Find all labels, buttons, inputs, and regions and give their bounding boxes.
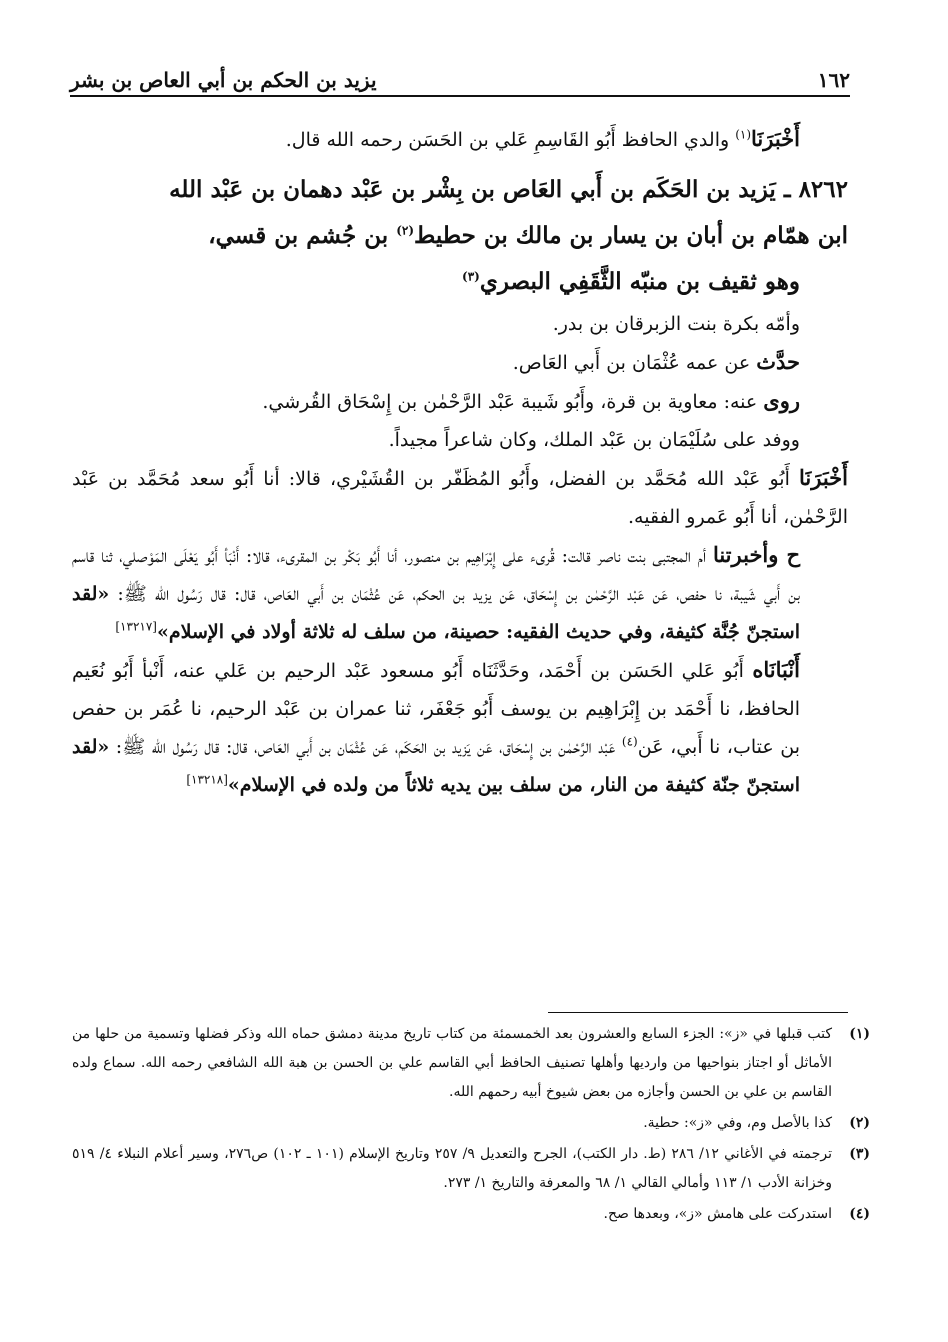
footnote-text: ترجمته في الأغاني ١٢/ ٢٨٦ (ط. دار الكتب)، الجرح والتعديل ٩/ ٢٥٧ وتاريخ الإسلام (١٠١ ـ ١٠٢) ص٢٧٦، وسير أعلام النبلاء ٤/ ٥١٩ وخزانة الأدب ١/ ١١٣ وأمالي القالي ١/ ٦٨ والمعرفة والتاريخ ١/ ٢٧٣. (72, 1146, 833, 1191)
hadith-number: [١٣٢١٧] (115, 619, 157, 634)
footnote-number: (١) (849, 1026, 870, 1042)
footnote-ref: (٤) (621, 734, 638, 749)
footnote (72, 1109, 870, 1138)
entry-line-1: ٨٢٦٢ ـ يَزيد بن الحَكَم بن أَبي العَاص بن بِشْر بن عَبْد دهمان بن عَبْد الله (169, 176, 848, 203)
keyword: أَخْبَرَنَا (799, 465, 848, 490)
footnote-text: استدركت على هامش «ز»، وبعدها صح. (603, 1206, 832, 1222)
entry-line-2 (72, 213, 848, 259)
page-number: ١٦٢ (817, 68, 850, 92)
hadith-text: «لقد استجنّ جنّة كثيفة من النار، من سلف بين يديه ثلاثاً من ولده في الإسلام» (72, 736, 800, 796)
footnote (72, 1200, 870, 1229)
footnote-number: (٢) (849, 1115, 870, 1131)
paragraph-text: أَبُو عَلي الحَسَن بن أَحْمَد، وحَدَّثَنَاه أَبُو مسعود عَبْد الرحيم بن عَلي عنه، أَنْبأ أَبُو نُعَيم الحافظ، نا أَحْمَد بن إِبْرَاهِيم بن يوسف أَبُو جَعْفَر، ثنا عمران بن عَبْد الرحيم، نا عُمَر بن حفص بن عتاب، نا أَبي، عَن (72, 660, 800, 758)
biography-entry-heading (72, 167, 848, 305)
footnotes (72, 1020, 870, 1231)
keyword: أَنْبَانَاه (752, 657, 800, 682)
paragraph-text-cont: عَبْد الرَّحْمٰن بن إِسْحَاق، عَن يَزيد بن الحَكَم، عَن عُثْمَان بن أَبي العَاص، قال: قال رَسُول الله ﷺ: (109, 736, 622, 758)
footnote-text: كذا بالأصل وم، وفي «ز»: حطية. (643, 1115, 832, 1131)
footnote-text: كتب قبلها في «ز»: الجزء السابع والعشرون بعد الخمسمئة من كتاب تاريخ مدينة دمشق حماه الله وذكر فضلها وتسمية من حلها من الأماثل أو اجتاز بنواحيها من وارديها وأهلها تصنيف الحافظ أبي القاسم علي بن الحسن بن هبة الله الشافعي رحمه الله. سماع ولده القاسم بن علي بن الحسن وأجازه من بعض شيوخ أبيه رحمهم الله. (72, 1026, 832, 1100)
paragraph-text: أم المجتبى بنت ناصر قالت: قُرىء على إِبْرَاهِيم بن منصور، أنا أَبُو بَكْر بن المقرىء، قالا: أَنْبَأ أَبُو يَعْلَى المَوْصلي، ثنا قاسم بن أَبي شَيبة، نا حفص، عَن عَبْد الرَّحْمٰن بن إِسْحَاق، عَن يزيد بن الحكم، عَن عُثْمَان بن أَبي العَاص، قال: قال رَسُول الله ﷺ: (72, 545, 800, 605)
page-header (70, 52, 850, 92)
paragraph-text: عنه: معاوية بن قرة، وأَبُو شَيبة عَبْد الرَّحْمٰن بن إِسْحَاق القُرشي. (262, 391, 764, 413)
paragraph-3 (72, 343, 848, 382)
paragraph-text: عن عمه عُثْمَان بن أَبي العَاص. (512, 352, 757, 374)
footnote-divider (548, 1012, 848, 1013)
entry-line-3-text: وهو ثقيف بن منبّه الثَّقَفِي البصري (479, 268, 800, 295)
footnote-number: (٤) (849, 1206, 870, 1222)
paragraph-4 (72, 382, 848, 421)
paragraph-7 (72, 536, 848, 651)
entry-line-3 (72, 259, 848, 305)
hadith-number: [١٣٢١٨] (186, 772, 228, 787)
paragraph-text: والدي الحافظ أَبُو القَاسِمِ عَلي بن الحَسَن رحمه الله قال. (285, 129, 736, 151)
keyword: ح وأخبرتنا (712, 542, 801, 567)
keyword: روى (763, 388, 800, 413)
footnote-ref: (٣) (462, 269, 480, 284)
paragraph-8 (72, 651, 848, 804)
main-text (72, 120, 848, 804)
footnote (72, 1020, 870, 1107)
paragraph-2: وأمّه بكرة بنت الزبرقان بن بدر. (552, 313, 800, 335)
header-divider (70, 95, 850, 97)
keyword: حدَّث (756, 349, 800, 374)
footnote-ref: (١) (735, 127, 752, 142)
running-title: يزيد بن الحكم بن أبي العاص بن بشر (70, 68, 377, 92)
paragraph-6 (72, 459, 848, 536)
entry-line-2-tail: بن جُشم بن قسي، (208, 222, 397, 249)
paragraph-1 (72, 120, 848, 159)
keyword: أَخْبَرَنَا (751, 126, 800, 151)
footnote-ref: (٢) (396, 223, 415, 238)
footnote-number: (٣) (849, 1146, 870, 1162)
paragraph-text: أَبُو عَبْد الله مُحَمَّد بن الفضل، وأَبُو المُظَفّر بن القُشَيْري، قالا: أنا أَبُو سعد مُحَمَّد بن عَبْد الرَّحْمٰن، أنا أَبُو عَمرو الفقيه. (72, 468, 848, 528)
footnote (72, 1140, 870, 1198)
hadith-text: «لقد استجنّ جُنَّة كثيفة، وفي حديث الفقيه: حصينة، من سلف له ثلاثة أولاد في الإسلام» (72, 583, 800, 643)
paragraph-5: ووفد على سُلَيْمَان بن عَبْد الملك، وكان شاعراً مجيداً. (388, 429, 800, 451)
entry-line-2-text: ابن همّام بن أبان بن يسار بن مالك بن حطيط (414, 222, 848, 249)
